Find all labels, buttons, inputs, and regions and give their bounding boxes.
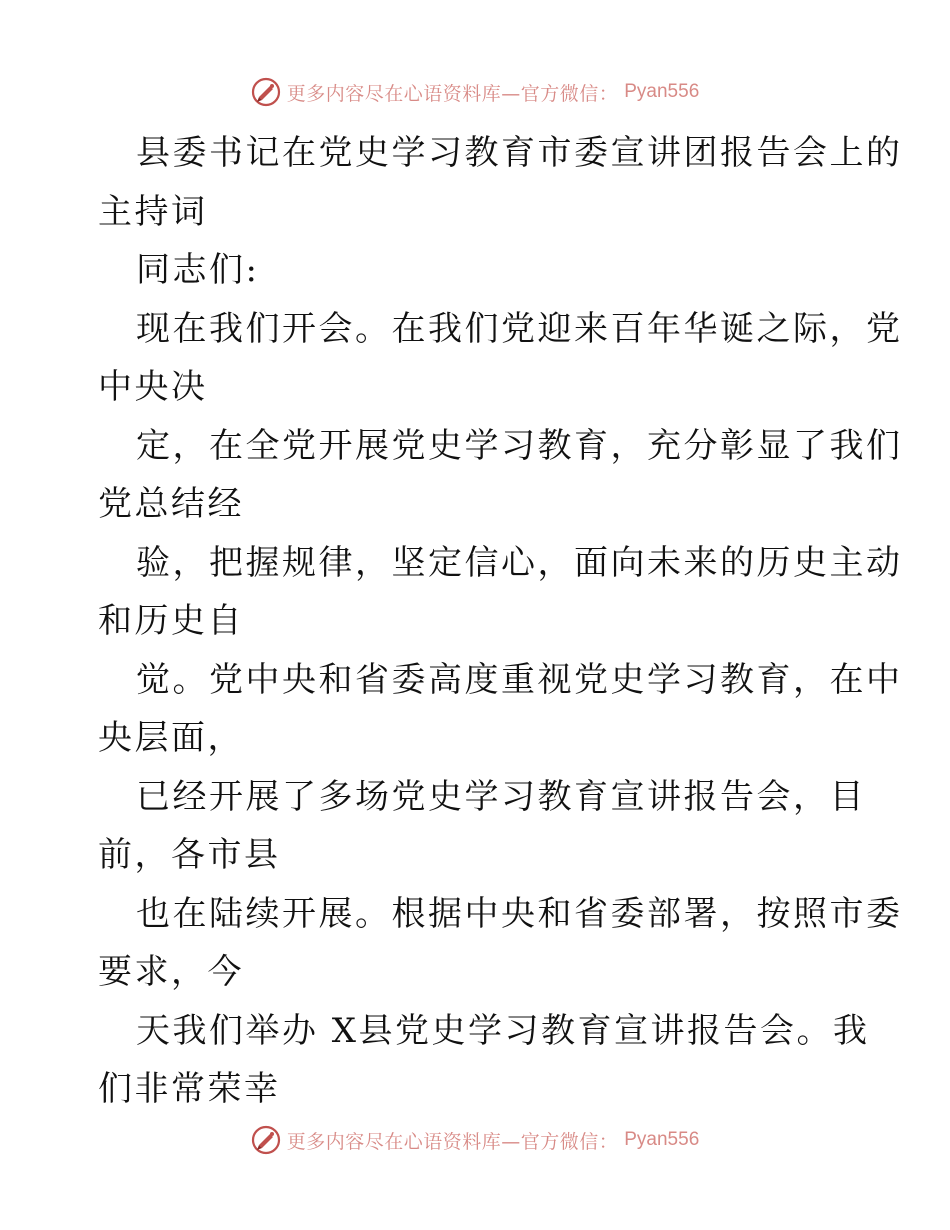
text-line: 已经开展了多场党史学习教育宣讲报告会，目 <box>136 776 866 817</box>
text-line: 天我们举办 X县党史学习教育宣讲报告会。我 <box>136 1010 870 1051</box>
text-line: 中央决 <box>98 367 208 407</box>
watermark-text: 更多内容尽在心语资料库—官方微信： <box>286 1130 619 1153</box>
pen-logo-icon <box>251 77 281 107</box>
text-line: 也在陆续开展。根据中央和省委部署，按照市委 <box>136 893 903 934</box>
watermark-handle: Pyan556 <box>624 81 700 102</box>
text-line: 现在我们开会。在我们党迎来百年华诞之际，党 <box>136 308 903 349</box>
text-line: 定，在全党开展党史学习教育，充分彰显了我们 <box>136 425 903 466</box>
text-line: 党总结经 <box>98 484 244 524</box>
text-line: 验，把握规律，坚定信心，面向未来的历史主动 <box>136 542 903 583</box>
header-watermark <box>0 72 950 112</box>
watermark-handle: Pyan556 <box>624 1129 700 1150</box>
footer-watermark <box>0 1120 950 1160</box>
text-line: 主持词 <box>98 191 208 232</box>
text-line: 和历史自 <box>98 601 244 641</box>
text-line: 同志们: <box>136 250 260 290</box>
text-line: 县委书记在党史学习教育市委宣讲团报告会上的 <box>136 133 903 173</box>
pen-logo-icon <box>251 1125 281 1155</box>
watermark-group <box>251 77 700 107</box>
text-line: 们非常荣幸 <box>98 1069 281 1109</box>
text-line: 要求，今 <box>98 952 244 992</box>
text-line: 觉。党中央和省委高度重视党史学习教育，在中 <box>136 659 903 700</box>
document-body <box>98 124 903 1119</box>
text-line: 央层面， <box>98 718 244 758</box>
text-line: 前，各市县 <box>98 835 281 875</box>
watermark-text: 更多内容尽在心语资料库—官方微信： <box>286 82 619 105</box>
watermark-group <box>251 1125 700 1155</box>
